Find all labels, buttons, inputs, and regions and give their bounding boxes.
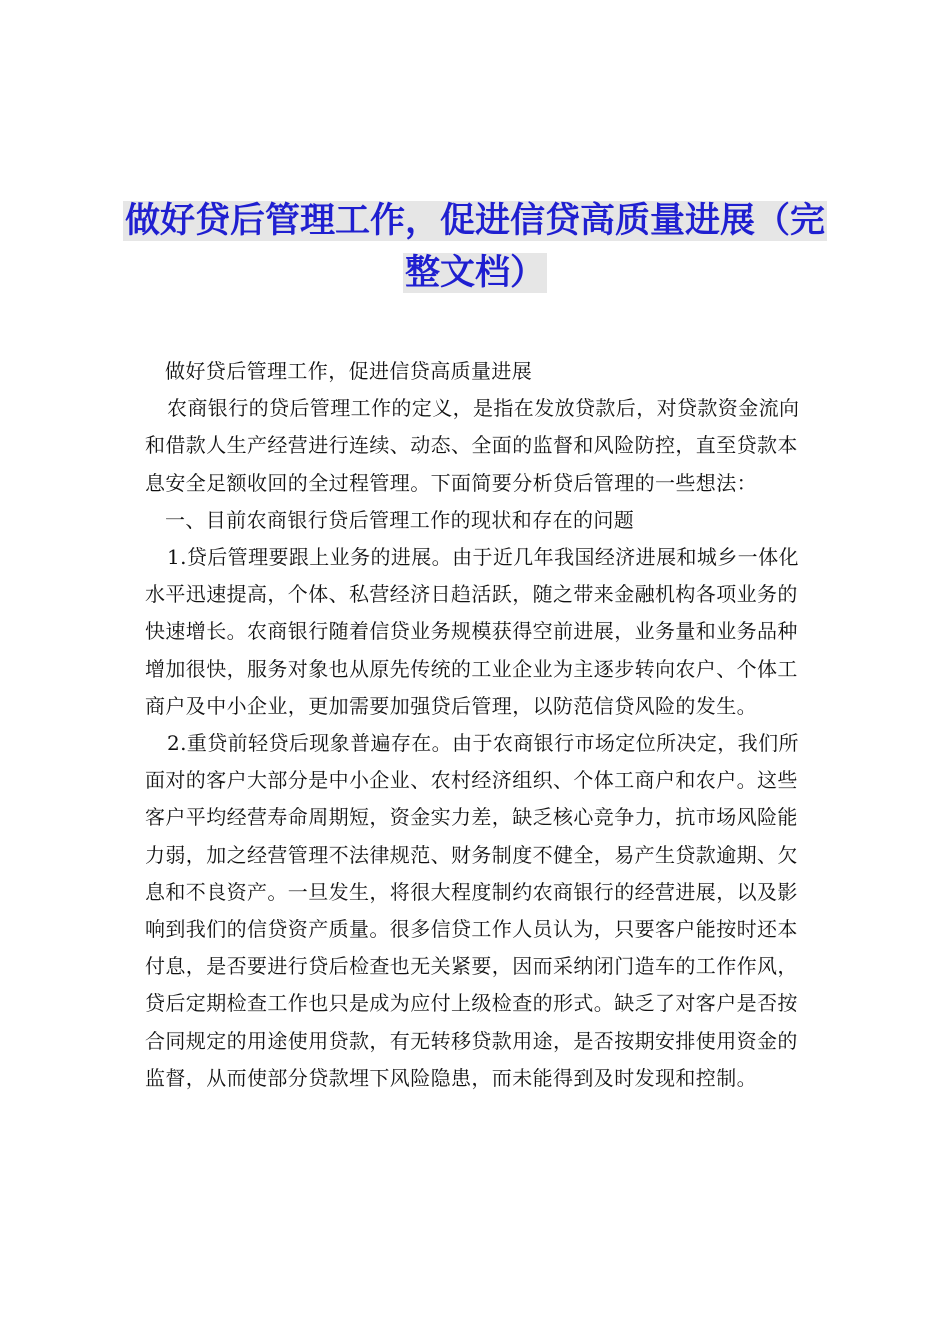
paragraph-point-1: 1.贷后管理要跟上业务的进展。由于近几年我国经济进展和城乡一体化水平迅速提高，个体、私营经济日趋活跃，随之带来金融机构各项业务的快速增长。农商银行随着信贷业务规模获得空前进展，业务量和业务品种增加很快，服务对象也从原先传统的工业企业为主逐步转向农户、个体工商户及中小企业，更加需要加强贷后管理，以防范信贷风险的发生。 bbox=[145, 545, 799, 718]
paragraph-point-2: 2.重贷前轻贷后现象普遍存在。由于农商银行市场定位所决定，我们所面对的客户大部分是中小企业、农村经济组织、个体工商户和农户。这些客户平均经营寿命周期短，资金实力差，缺乏核心竞争力，抗市场风险能力弱，加之经营管理不法律规范、财务制度不健全，易产生贷款逾期、欠息和不良资产。一旦发生，将很大程度制约农商银行的经营进展，以及影响到我们的信贷资产质量。很多信贷工作人员认为，只要客户能按时还本付息，是否要进行贷后检查也无关紧要，因而采纳闭门造车的工作作风，贷后定期检查工作也只是成为应付上级检查的形式。缺乏了对客户是否按合同规定的用途使用贷款，有无转移贷款用途，是否按期安排使用资金的监督，从而使部分贷款埋下风险隐患，而未能得到及时发现和控制。 bbox=[145, 731, 799, 1090]
document-title bbox=[120, 195, 830, 299]
document-subtitle: 做好贷后管理工作，促进信贷高质量进展 bbox=[165, 359, 533, 383]
paragraph-definition: 农商银行的贷后管理工作的定义，是指在发放贷款后，对贷款资金流向和借款人生产经营进行连续、动态、全面的监督和风险防控，直至贷款本息安全足额收回的全过程管理。下面简要分析贷后管理的一些想法： bbox=[145, 396, 800, 495]
document-body bbox=[145, 353, 809, 1097]
section-heading-1: 一、目前农商银行贷后管理工作的现状和存在的问题 bbox=[165, 507, 635, 532]
document-title-text: 做好贷后管理工作，促进信贷高质量进展（完整文档） bbox=[124, 201, 825, 294]
